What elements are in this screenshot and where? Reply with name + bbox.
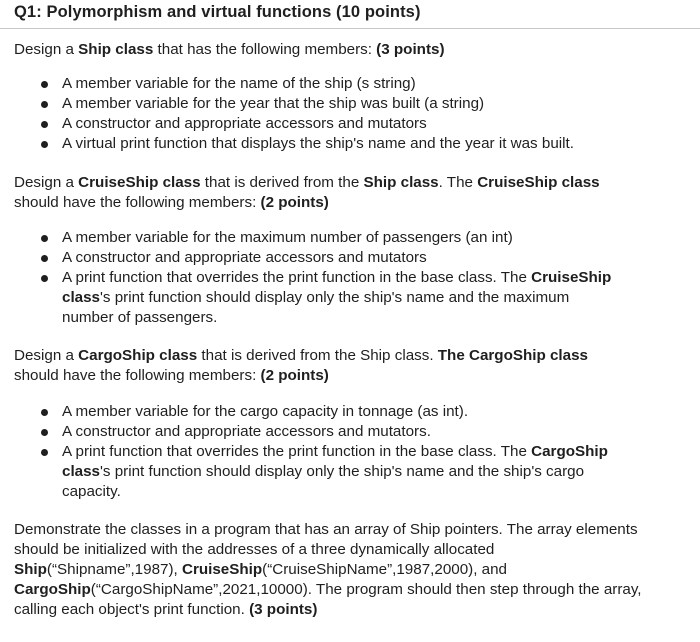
bullet-icon xyxy=(41,275,48,282)
cargo-class-label-2: The CargoShip class xyxy=(437,347,588,364)
list-item-text-tail: 's print function should display only the ship's name and the ship's cargo capacity. xyxy=(62,463,585,500)
demo-text-2: (“Shipname”,1987), xyxy=(46,561,182,578)
list-item-text-tail: 's print function should display only the ship's name and the maximum number of passengers. xyxy=(62,289,570,326)
bullet-icon xyxy=(41,101,48,108)
cruise-intro-text-4: should have the following members: xyxy=(14,194,261,211)
demo-text-4: (“CargoShipName”,2021,10000). The program should then step through the array, calling each object's print function. xyxy=(14,581,642,618)
list-item-text: A virtual print function that displays the ship's name and the year it was built. xyxy=(62,135,574,152)
cruise-class-label-3: CruiseShip class xyxy=(62,269,612,306)
list-item-text: A constructor and appropriate accessors and mutators xyxy=(62,115,427,132)
list-item-text: A member variable for the maximum number of passengers (an int) xyxy=(62,229,513,246)
cruise-members-list xyxy=(40,228,620,328)
list-item xyxy=(40,268,620,328)
list-item xyxy=(40,134,650,154)
list-item xyxy=(40,402,620,422)
ship-intro-text-2: that has the following members: xyxy=(153,41,377,58)
cruise-points: (2 points) xyxy=(260,194,329,211)
ship-members-list xyxy=(40,74,650,154)
list-item xyxy=(40,442,620,502)
ship-intro-text: Design a xyxy=(14,41,79,58)
list-item-text: A member variable for the name of the ship (s string) xyxy=(62,75,416,92)
bullet-icon xyxy=(41,449,48,456)
cruise-intro-text-2: that is derived from the xyxy=(200,174,364,191)
question-title: Q1: Polymorphism and virtual functions (10 points) xyxy=(14,3,421,21)
list-item-text: A constructor and appropriate accessors and mutators. xyxy=(62,423,431,440)
bullet-icon xyxy=(41,121,48,128)
cargo-points: (2 points) xyxy=(260,367,329,384)
list-item-text: A print function that overrides the print function in the base class. The xyxy=(62,443,532,460)
bullet-icon xyxy=(41,235,48,242)
title-divider xyxy=(0,28,700,29)
list-item xyxy=(40,114,650,134)
cargo-intro-text-2: that is derived from the Ship class. xyxy=(197,347,438,364)
cargo-members-list xyxy=(40,402,620,502)
bullet-icon xyxy=(41,81,48,88)
list-item xyxy=(40,94,650,114)
cruise-intro-text: Design a xyxy=(14,174,79,191)
cruise-intro-text-3: . The xyxy=(438,174,478,191)
list-item xyxy=(40,248,620,268)
cargo-class-label: CargoShip class xyxy=(78,347,198,364)
cargo-intro xyxy=(14,346,614,386)
cruise-class-label: CruiseShip class xyxy=(78,174,201,191)
bullet-icon xyxy=(41,409,48,416)
list-item-text: A print function that overrides the print function in the base class. The xyxy=(62,269,532,286)
cargo-intro-text-3: should have the following members: xyxy=(14,367,261,384)
ship-points: (3 points) xyxy=(376,41,445,58)
bullet-icon xyxy=(41,255,48,262)
cargo-ctor-label: CargoShip xyxy=(14,581,91,598)
cargo-class-label-3: CargoShip class xyxy=(62,443,608,480)
list-item-text: A constructor and appropriate accessors and mutators xyxy=(62,249,427,266)
demo-paragraph xyxy=(14,520,642,620)
cruise-intro xyxy=(14,173,614,213)
list-item xyxy=(40,228,620,248)
ship-intro xyxy=(14,40,664,60)
list-item-text: A member variable for the cargo capacity in tonnage (as int). xyxy=(62,403,469,420)
ship-class-label: Ship class xyxy=(78,41,154,58)
list-item xyxy=(40,74,650,94)
cruise-class-label-2: CruiseShip class xyxy=(477,174,600,191)
bullet-icon xyxy=(41,141,48,148)
ship-class-ref: Ship class xyxy=(363,174,439,191)
ship-ctor-label: Ship xyxy=(14,561,47,578)
demo-text-3: (“CruiseShipName”,1987,2000), and xyxy=(262,561,507,578)
list-item xyxy=(40,422,620,442)
demo-points: (3 points) xyxy=(249,601,318,618)
list-item-text: A member variable for the year that the ship was built (a string) xyxy=(62,95,485,112)
demo-text: Demonstrate the classes in a program that has an array of Ship pointers. The array elements should be initialized with the addresses of a three dynamically allocated xyxy=(14,521,638,558)
cruise-ctor-label: CruiseShip xyxy=(181,561,263,578)
bullet-icon xyxy=(41,429,48,436)
cargo-intro-text: Design a xyxy=(14,347,79,364)
